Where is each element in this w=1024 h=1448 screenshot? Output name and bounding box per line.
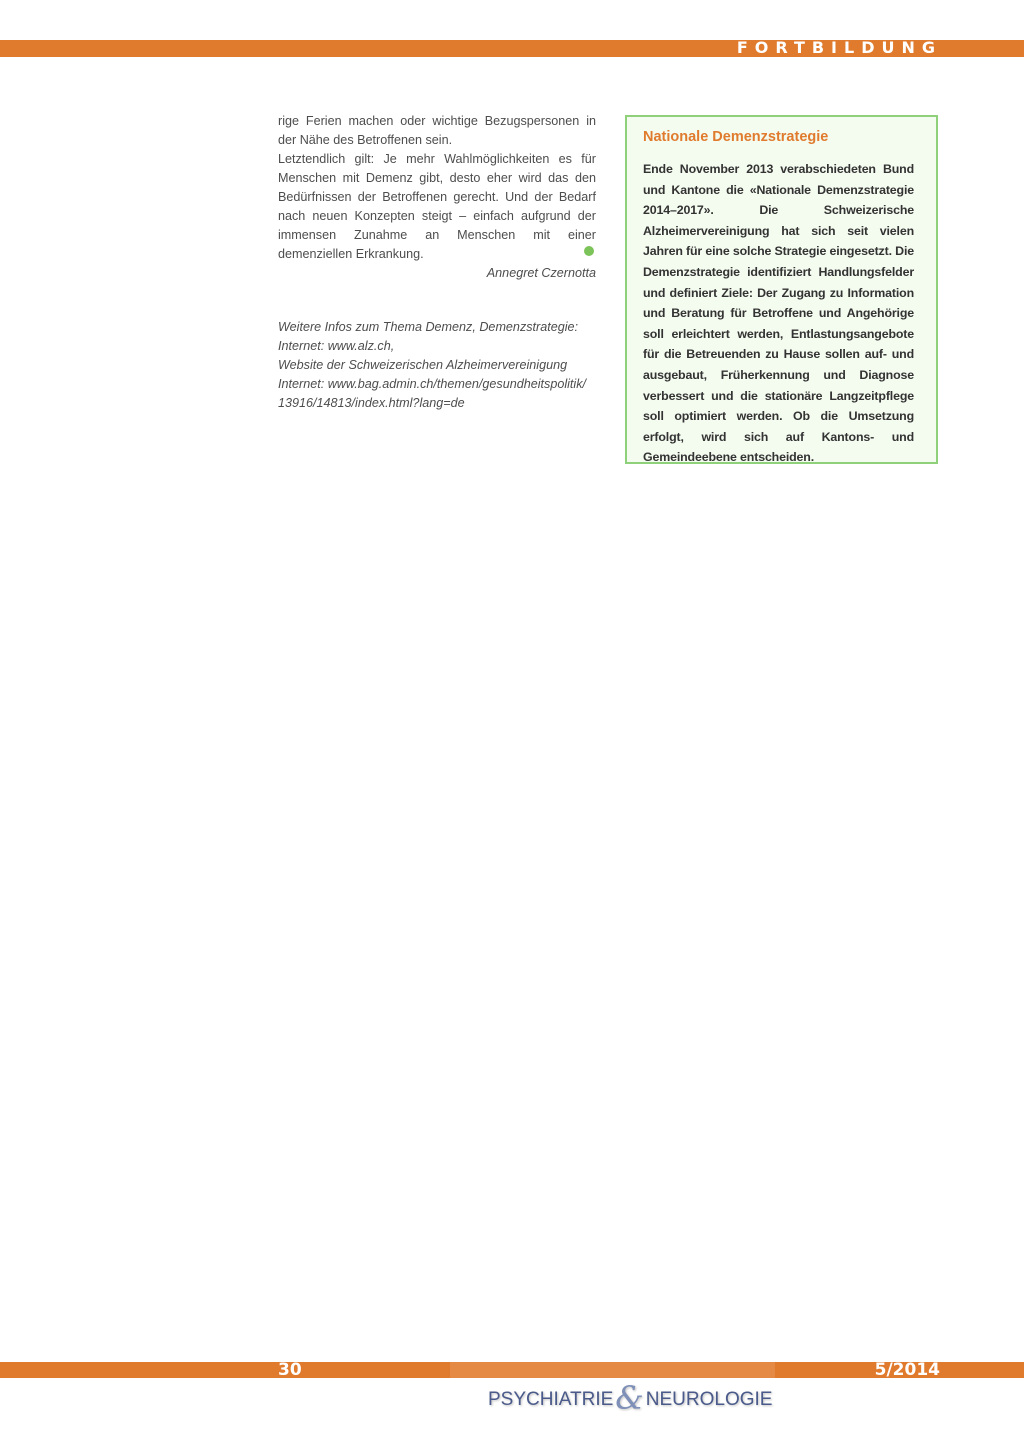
article-author: Annegret Czernotta [486, 266, 596, 280]
sidebar-body: Ende November 2013 verabschiedeten Bund und Kantone die «Nationale Demenzstrategie 2014–2017». Die Schweizerische Alzheimervereinigung hat sich seit vielen Jahren für eine solche Strategie eingesetzt. Die Demenzstrategie identifiziert Handlungsfelder und definiert Ziele: Der Zugang zu Information und Beratung für Betroffene und Angehörige soll erleichtert werden, Entlastungsangebote für die Betreuenden zu Hause sollen auf- und ausgebaut, Früherkennung und Diagnose verbessert und die stationäre Langzeitpflege soll optimiert werden. Ob die Umsetzung erfolgt, wird sich auf Kantons- und Gemeindeebene entscheiden. [643, 162, 914, 465]
info-line-heading: Weitere Infos zum Thema Demenz, Demenzstrategie: [278, 320, 579, 334]
info-line-alz-link[interactable]: Internet: www.alz.ch, [278, 339, 395, 353]
article-paragraph-1: rige Ferien machen oder wichtige Bezugspersonen in der Nähe des Betroffenen sein. [278, 114, 596, 147]
journal-ampersand: & [615, 1379, 644, 1417]
info-line-alz-description: Website der Schweizerischen Alzheimervereinigung [278, 358, 568, 372]
info-line-bag-link-continued[interactable]: 13916/14813/index.html?lang=de [278, 396, 465, 410]
journal-logo [488, 1378, 772, 1418]
further-info-block [278, 318, 603, 413]
info-line-bag-link[interactable]: Internet: www.bag.admin.ch/themen/gesundheitspolitik/ [278, 377, 587, 391]
section-label: FORTBILDUNG [736, 38, 942, 57]
article-paragraph-2: Letztendlich gilt: Je mehr Wahlmöglichkeiten es für Menschen mit Demenz gibt, desto eher wird das den Bedürfnissen der Betroffenen gerecht. Und der Bedarf nach neuen Konzepten steigt – einfach aufgrund der immensen Zunahme an Menschen mit einer demenziellen Erkrankung. [278, 152, 596, 261]
issue-number: 5/2014 [874, 1360, 940, 1380]
article-column [278, 112, 596, 283]
sidebar-title: Nationale Demenzstrategie [643, 129, 829, 145]
sidebar-box [625, 115, 938, 464]
end-of-article-dot-icon [584, 246, 594, 256]
footer-bar-highlight [450, 1362, 775, 1378]
journal-name-right: NEUROLOGIE [645, 1389, 773, 1410]
page-number: 30 [278, 1360, 302, 1380]
journal-name-left: PSYCHIATRIE [488, 1389, 614, 1410]
